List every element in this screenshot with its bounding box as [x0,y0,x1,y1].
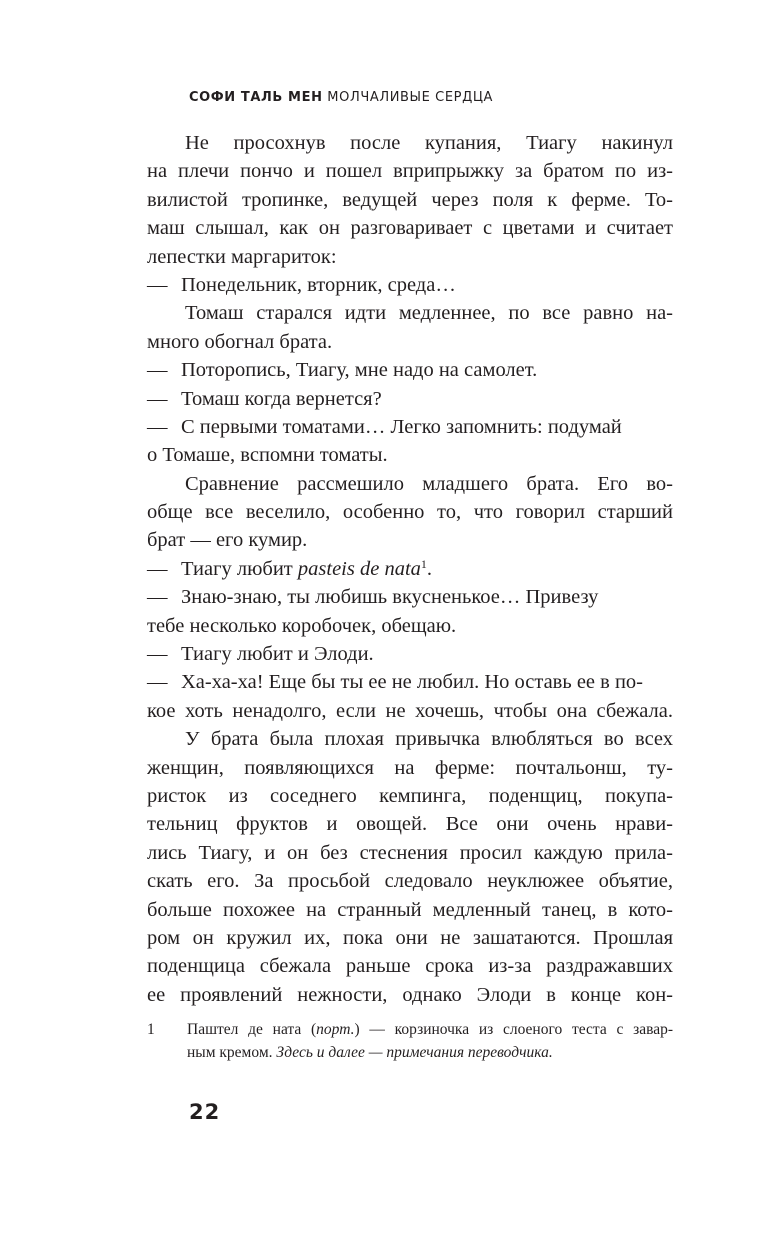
text-line: Томаш старался идти медленнее, по все равно на- [185,302,673,325]
dialogue-line [147,385,673,413]
footnote-number: 1 [147,1021,155,1038]
running-head [189,90,493,106]
footnote-reference[interactable]: 1 [420,556,427,571]
page-number: 22 [189,1100,221,1124]
text-line: маш слышал, как он разговаривает с цветами и считает [147,217,673,240]
text-line: кое хоть ненадолго, если не хочешь, чтобы она сбежала. [147,699,673,722]
footnote-text [187,1019,673,1064]
dialogue-line [147,271,673,299]
text-line: скать его. За просьбой следовало неуклюжее объятие, [147,870,673,893]
text-line: брат — его кумир. [147,529,308,552]
dialogue-line [147,668,673,696]
text-line: поденщица сбежала раньше срока из-за раздражавших [147,955,673,978]
running-head-title: МОЛЧАЛИВЫЕ СЕРДЦА [327,90,494,105]
dialogue-line [147,583,673,611]
dialogue-line [147,413,673,441]
dialogue-text: Тиагу любит и Элоди. [181,643,374,666]
text-line: Не просохнув после купания, Тиагу накинул [185,132,673,154]
text-line: У брата была плохая привычка влюбляться во всех [185,728,673,751]
em-dash: — [147,586,168,609]
dialogue-text: Поторопись, Тиагу, мне надо на самолет. [181,359,538,382]
text-line: лепестки маргариток: [147,245,337,268]
em-dash: — [147,359,168,382]
body-text [147,129,673,1009]
dialogue-text: Томаш когда вернется? [181,387,382,410]
dialogue-line [147,356,673,384]
text-line: на плечи пончо и пошел вприпрыжку за братом по из- [147,160,673,183]
text-line: вилистой тропинке, ведущей через поля к ферме. То- [147,188,673,211]
footnote-italic: Здесь и далее — примечания переводчика. [276,1043,553,1061]
footnote-segment: ным кремом. [187,1043,277,1061]
dialogue-text: С первыми томатами… Легко запомнить: подумай [181,415,622,438]
text-line: ром он кружил их, пока они не зашатаются. Прошлая [147,926,673,949]
text-line: ее проявлений нежности, однако Элоди в конце кон- [147,983,673,1006]
dialogue-text: Ха-ха-ха! Еще бы ты ее не любил. Но оставь ее в по- [181,671,644,694]
text-line: больше похожее на странный медленный танец, в кото- [147,898,673,921]
em-dash: — [147,415,168,438]
dialogue-text: Знаю-знаю, ты любишь вкусненькое… Привезу [181,586,599,609]
text-line: ристок из соседнего кемпинга, поденщиц, покупа- [147,784,673,807]
dialogue-text: Понедельник, вторник, среда… [181,273,456,296]
footnote-line [187,1019,673,1042]
text-line: о Томаше, вспомни томаты. [147,444,388,467]
footnote [147,1019,673,1064]
footnote-segment: Паштел де ната ( [187,1021,317,1038]
running-head-author: СОФИ ТАЛЬ МЕН [189,90,323,105]
em-dash: — [147,671,168,694]
dialogue-text: Тиагу любит [181,557,298,580]
text-line: тельниц фруктов и овощей. Все они очень нрави- [147,813,673,836]
em-dash: — [147,643,168,666]
em-dash: — [147,557,168,580]
footnote-line [187,1042,673,1065]
text-line: лись Тиагу, и он без стеснения просил каждую прила- [147,841,673,864]
text-line: много обогнал брата. [147,330,333,353]
text-line: обще все веселило, особенно то, что говорил старший [147,501,673,524]
italic-phrase: pasteis de nata [297,557,421,580]
em-dash: — [147,387,168,410]
text-line: Сравнение рассмешило младшего брата. Его во- [185,472,673,495]
footnote-italic: порт. [316,1021,355,1038]
dialogue-line [147,555,673,583]
footnote-segment: ) — корзиночка из слоеного теста с завар- [354,1021,673,1038]
dialogue-line [147,640,673,668]
text-line: тебе несколько коробочек, обещаю. [147,614,457,637]
em-dash: — [147,273,168,296]
text-line: женщин, появляющихся на ферме: почтальонш, ту- [147,756,673,779]
punctuation: . [426,557,433,580]
